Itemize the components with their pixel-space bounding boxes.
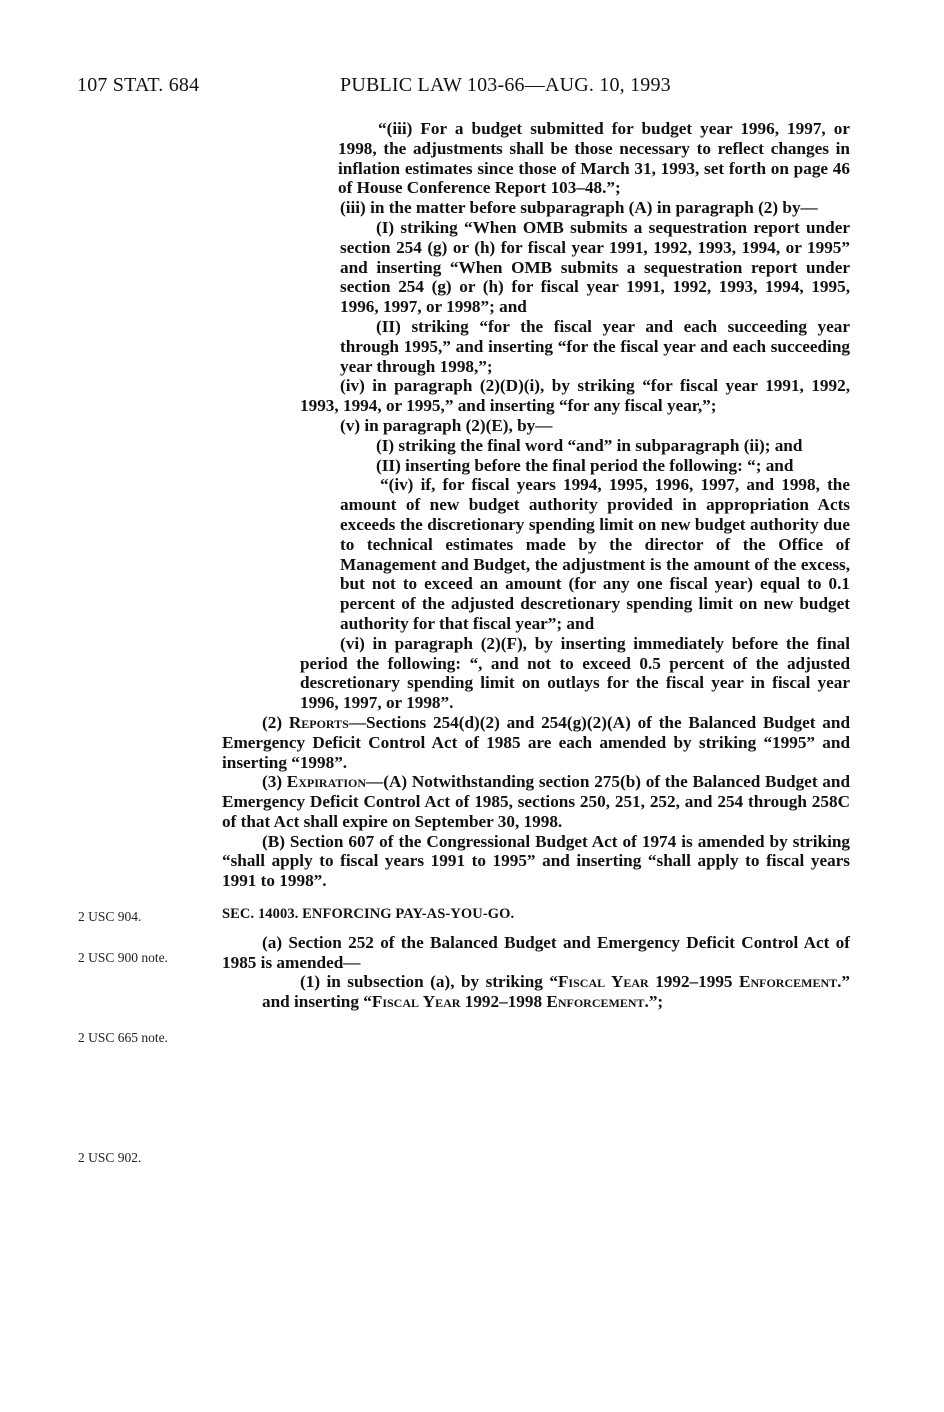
paragraph-text: —Sections 254(d)(2) and 254(g)(2)(A) of the Balanced Budget and Emergency Deficit Control Act of 1985 are each amended by striking “1995” and inserting “1998”. bbox=[222, 712, 850, 772]
subclause-II: (II) striking “for the fiscal year and each succeeding year through 1995,” and inserting “for the fiscal year and each succeeding year through 1998,”; bbox=[340, 316, 850, 376]
margin-note: 2 USC 900 note. bbox=[78, 950, 169, 965]
text-run: .”; bbox=[644, 992, 664, 1012]
section-heading: SEC. 14003. ENFORCING PAY-AS-YOU-GO. bbox=[222, 906, 515, 923]
quoted-clause-iv: “(iv) if, for fiscal years 1994, 1995, 1996, 1997, and 1998, the amount of new budget authority provided in appropriation Acts exceeds the discretionary spending limit on new budget authority due to technical estimates made by the director of the Office of Management and Budget, the adjustment is the amount of the excess, but not to exceed an amount (for any one fiscal year) equal to 0.1 percent of the adjusted descretionary spending limit on new budget authority for that fiscal year”; and bbox=[340, 475, 850, 633]
text-run: Enforcement bbox=[738, 972, 838, 992]
text-run: .” and inserting “ bbox=[262, 972, 851, 1012]
margin-note: 2 USC 902. bbox=[78, 1150, 142, 1165]
paragraph-text: —(A) Notwithstanding section 275(b) of the Balanced Budget and Emergency Deficit Control Act of 1985, sections 250, 251, 252, and 254 through 258C of that Act shall expire on September 30, 1998. bbox=[222, 772, 850, 831]
margin-note: 2 USC 904. bbox=[78, 909, 142, 924]
paragraph-heading: Reports bbox=[288, 712, 349, 732]
text-run: (1) in subsection (a), by striking “ bbox=[300, 972, 558, 992]
paragraph-number: (2) bbox=[262, 712, 289, 732]
clause-vi: (vi) in paragraph (2)(F), by inserting immediately before the final period the following: “, and not to exceed 0.5 percent of the adjusted descretionary spending limit on outlays for the fiscal year in fiscal year 1996, 1997, or 1998”. bbox=[300, 633, 850, 713]
margin-note: 2 USC 665 note. bbox=[78, 1030, 169, 1045]
clause-iii-matter: (iii) in the matter before subparagraph (A) in paragraph (2) by— bbox=[340, 198, 818, 218]
clause-iv: (iv) in paragraph (2)(D)(i), by striking “for fiscal year 1991, 1992, 1993, 1994, or 1995,” and inserting “for any fiscal year,”; bbox=[300, 376, 850, 416]
section-a-1 bbox=[222, 972, 850, 1012]
clause-v: (v) in paragraph (2)(E), by— bbox=[340, 415, 553, 435]
paragraph-3-expiration bbox=[222, 772, 850, 831]
statute-text bbox=[222, 119, 850, 1012]
paragraph-heading: Expiration bbox=[286, 772, 367, 792]
page-stat-number: 107 STAT. 684 bbox=[77, 74, 200, 96]
paragraph-2-reports bbox=[222, 713, 850, 772]
text-run: Fiscal Year bbox=[557, 972, 649, 992]
text-run: Fiscal Year bbox=[371, 992, 461, 1012]
paragraph-3-b: (B) Section 607 of the Congressional Budget Act of 1974 is amended by striking “shall apply to fiscal years 1991 to 1995” and inserting “shall apply to fiscal years 1991 to 1998”. bbox=[222, 831, 850, 891]
section-a: (a) Section 252 of the Balanced Budget and Emergency Deficit Control Act of 1985 is amended— bbox=[222, 932, 850, 972]
text-run: 1992–1998 bbox=[460, 992, 547, 1012]
subclause-I: (I) striking “When OMB submits a sequestration report under section 254 (g) or (h) for fiscal year 1991, 1992, 1993, 1994, or 1995” and inserting “When OMB submits a sequestration report under section 254 (g) or (h) for fiscal year 1991, 1992, 1993, 1994, 1995, 1996, 1997, or 1998”; and bbox=[340, 217, 850, 317]
running-head: PUBLIC LAW 103-66—AUG. 10, 1993 bbox=[340, 74, 671, 96]
clause-iii-budget: “(iii) For a budget submitted for budget year 1996, 1997, or 1998, the adjustments shall be those necessary to reflect changes in inflation estimates since those of March 31, 1993, set forth on page 46 of House Conference Report 103–48.”; bbox=[338, 119, 850, 198]
paragraph-number: (3) bbox=[262, 772, 287, 792]
subclause-I-v: (I) striking the final word “and” in subparagraph (ii); and bbox=[376, 435, 803, 455]
text-run: 1992–1995 bbox=[648, 972, 739, 992]
text-run: Enforcement bbox=[546, 992, 645, 1012]
subclause-II-v: (II) inserting before the final period the following: “; and bbox=[376, 455, 794, 475]
